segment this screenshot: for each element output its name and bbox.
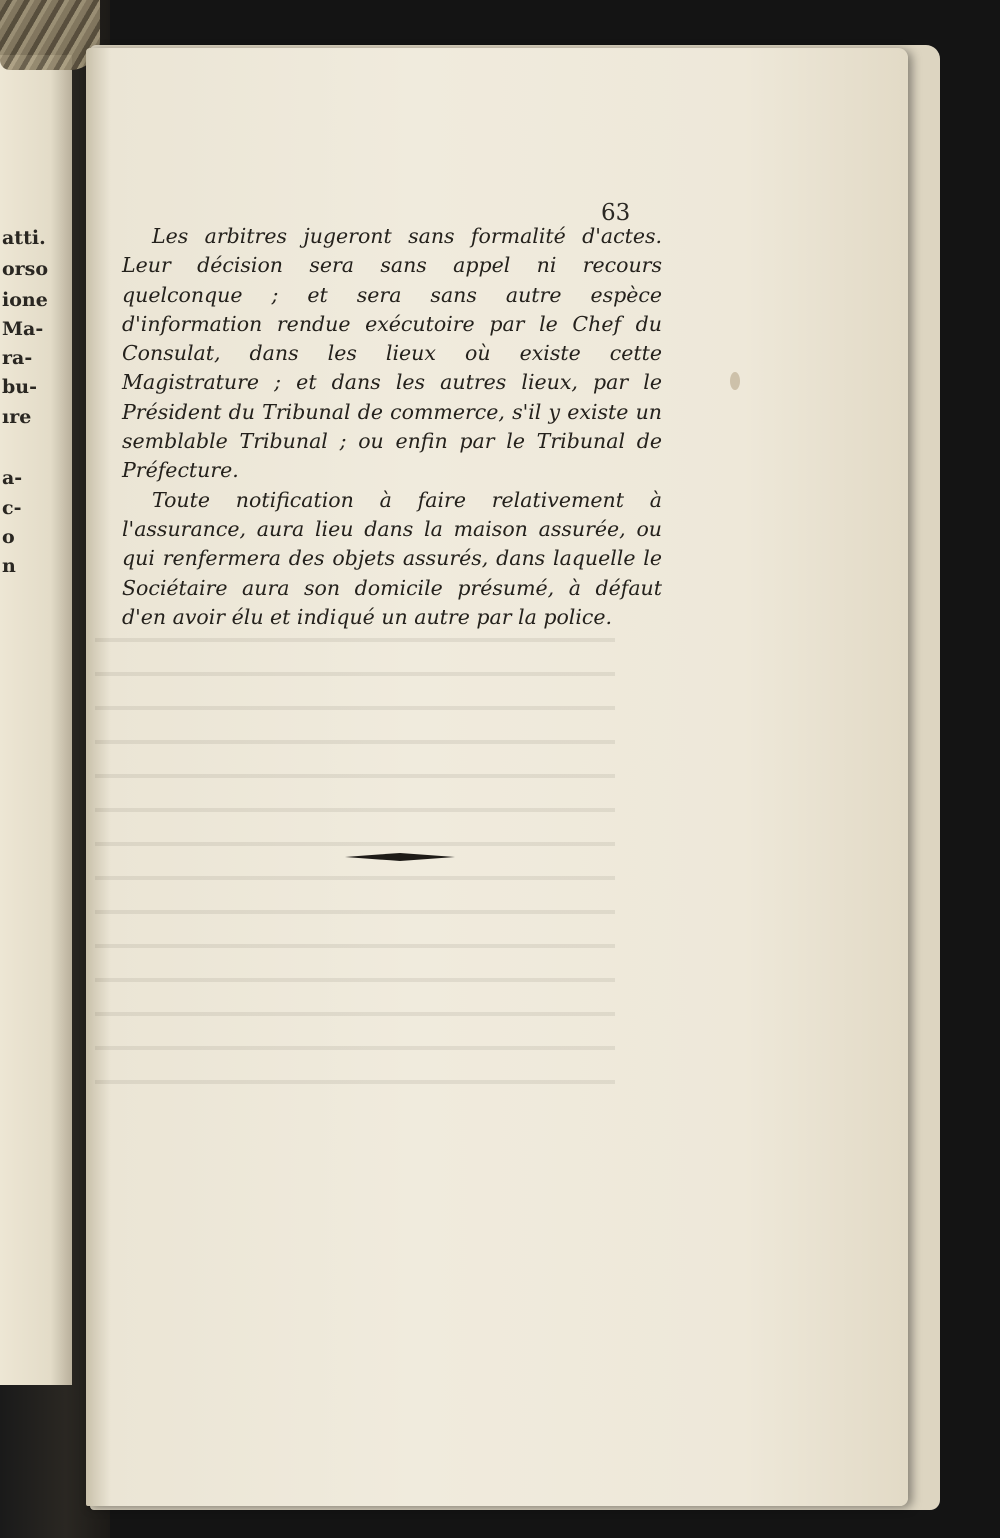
left-page xyxy=(0,55,72,1385)
left-page-fragment: o xyxy=(2,526,15,548)
left-page-fragment: c- xyxy=(2,497,22,519)
left-page-fragment: ra- xyxy=(2,347,33,369)
body-text xyxy=(122,222,662,632)
left-page-fragment: ione xyxy=(2,289,48,311)
page-number: 63 xyxy=(601,200,631,226)
left-page-fragment: ıre xyxy=(2,406,32,428)
ornament-divider xyxy=(345,852,455,862)
left-page-fragment: a- xyxy=(2,467,23,489)
paper-stain xyxy=(730,372,740,390)
left-page-fragment: Ma- xyxy=(2,318,44,340)
binding-cord xyxy=(0,0,100,70)
left-page-fragment: bu- xyxy=(2,376,37,398)
left-page-fragment: atti. xyxy=(2,227,46,249)
left-page-fragment: orso xyxy=(2,258,49,280)
paragraph: Toute notification à faire relativement à l'assurance, aura lieu dans la maison assurée, ou qui renfermera des objets assurés, dans laquelle le Sociétaire aura son domicile présumé, à défaut d'en avoir élu et indiqué un autre par la police. xyxy=(122,487,662,629)
paragraph: Les arbitres jugeront sans formalité d'actes. Leur décision sera sans appel ni recours quelconque ; et sera sans autre espèce d'information rendue exécutoire par le Chef du Consulat, dans les lieux où existe cette Magistrature ; et dans les autres lieux, par le Président du Tribunal de commerce, s'il y existe un semblable Tribunal ; ou enfin par le Tribunal de Préfecture. xyxy=(122,224,662,483)
left-page-fragment: n xyxy=(2,555,16,577)
